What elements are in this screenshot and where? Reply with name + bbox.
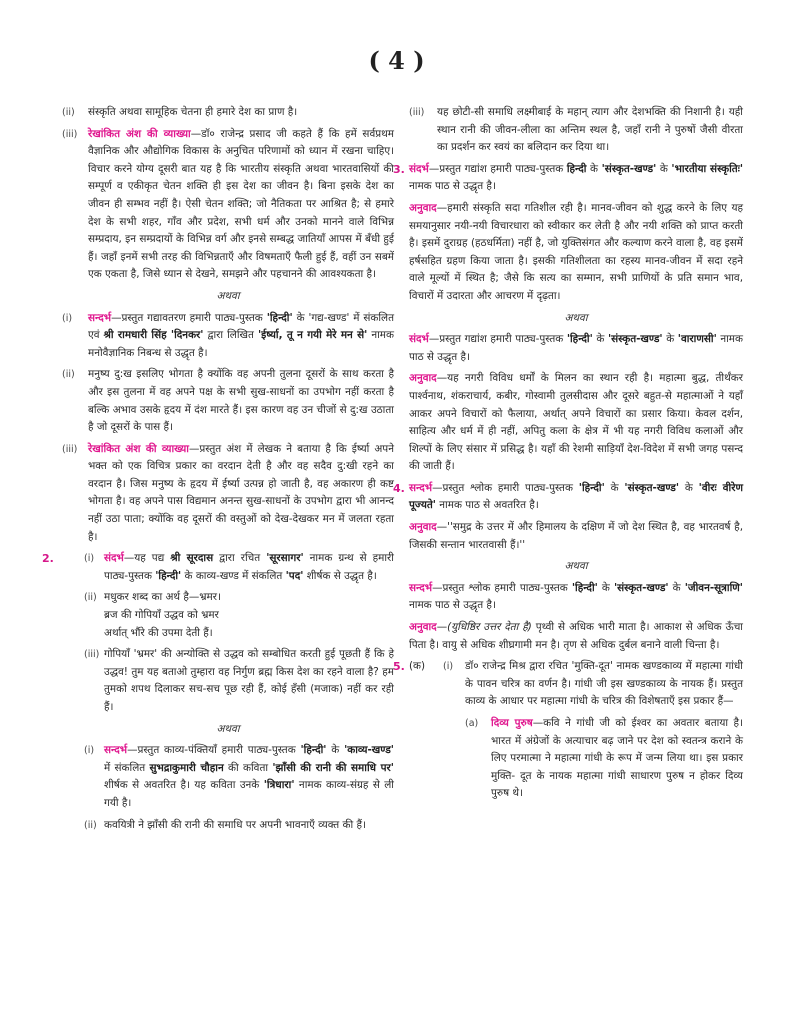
text-run: नामक काव्य-संग्रह से ली गयी है। <box>104 779 395 809</box>
text-run: —प्रस्तुत गद्यांश हमारी पाठ्य-पुस्तक <box>428 162 567 175</box>
highlight-heading: सन्दर्भ <box>409 481 433 494</box>
verse-line: ब्रज की गोपियाँ उद्धव को भ्रमर <box>104 609 219 622</box>
question-2-ii <box>62 589 394 642</box>
bold-text: 'संस्कृत-खण्ड' <box>624 481 680 494</box>
question-number: 3. <box>393 162 405 176</box>
verse-line: अर्थात् भौंरे की उपमा देती हैं। <box>104 626 213 639</box>
question-5 <box>393 658 743 711</box>
bold-text: 'हिन्दी' <box>266 311 293 324</box>
item-label: (iii) <box>84 649 100 661</box>
text-run: के काव्य-खण्ड में संकलित <box>181 569 286 582</box>
text-run: नामक पाठ से अवतरित है। <box>435 499 539 512</box>
highlight-heading: सन्दर्भ <box>88 311 112 324</box>
bold-text: 'हिन्दी' <box>566 333 593 346</box>
question-number: 5. <box>393 660 405 674</box>
bold-text: 'हिन्दी' <box>155 569 182 582</box>
anuvad-4 <box>409 519 743 554</box>
item-label: (i) <box>84 745 95 757</box>
left-column <box>42 104 395 838</box>
bold-text: श्री रामधारी सिंह 'दिनकर' <box>103 329 204 342</box>
sandarbh-3-alt <box>409 331 743 366</box>
text-run: की कविता <box>223 761 273 774</box>
paragraph-text: डॉ० राजेन्द्र मिश्र द्वारा रचित 'मुक्ति-दूत' नामक खण्डकाव्य में महात्मा गांधी के पावन चरित्र का वर्णन है। गांधी जी इस खण्डकाव्य के नायक हैं। प्रस्तुत काव्य के आधार पर महात्मा गांधी के चरित्र की विशेषताएँ इस प्रकार हैं— <box>465 660 743 708</box>
item-label: (iii) <box>62 128 78 140</box>
athava-divider: अथवा <box>216 722 240 735</box>
item-label: (a) <box>465 718 479 729</box>
highlight-heading: संदर्भ <box>409 162 429 175</box>
question-2 <box>42 550 394 585</box>
text-run: के <box>668 581 685 594</box>
left-answer-iii-b <box>62 441 394 547</box>
text-run: —प्रस्तुत श्लोक हमारी पाठ्य-पुस्तक <box>432 481 579 494</box>
bold-text: सुभद्राकुमारी चौहान <box>149 761 224 774</box>
paragraph-text: —''समुद्र के उत्तर में और हिमालय के दक्षिण में जो देश स्थित है, वह भारतवर्ष है, जिसकी सन्तान भारतवासी हैं।'' <box>409 521 743 551</box>
text-run: के <box>656 162 672 175</box>
bold-text: श्री सूरदास <box>170 552 214 565</box>
text-run: नामक पाठ से उद्धृत है। <box>409 333 743 363</box>
bold-text: 'पद' <box>285 569 304 582</box>
right-column <box>393 104 744 803</box>
text-run: द्वारा लिखित <box>203 329 258 342</box>
highlight-heading: संदर्भ <box>409 333 429 346</box>
highlight-heading: अनुवाद <box>409 521 437 534</box>
question-3 <box>393 161 743 196</box>
bold-text: 'त्रिधारा' <box>263 779 295 792</box>
text-run: नामक पाठ से उद्धृत है। <box>409 180 496 193</box>
bold-text: 'संस्कृत-खण्ड' <box>607 333 663 346</box>
athava-divider: अथवा <box>216 289 240 302</box>
italic-text: (युधिष्ठिर उत्तर देता है) <box>447 621 532 634</box>
bold-text: हिन्दी <box>566 162 587 175</box>
item-label: (ii) <box>62 369 75 381</box>
paragraph-text: गोपियाँ 'भ्रमर' की अन्योक्ति से उद्धव को सम्बोधित करती हुई पूछती हैं कि हे उद्धव! तुम यह बताओ तुम्हारा वह निर्गुण ब्रह्म किस देश का रहने वाला है? हम तुमको शपथ दिलाकर सच-सच पूछ रही हैं, कोई हँसी (मजाक) नहीं कर रही हैं। <box>104 648 394 713</box>
highlight-heading: अनुवाद <box>409 621 437 634</box>
paragraph-text: मनुष्य दु:ख इसलिए भोगता है क्योंकि वह अपनी तुलना दूसरों के साथ करता है और इस तुलना में वह अपने पक्ष के सभी सुख-साधनों का उपभोग नहीं करता है बल्कि अभाव उसके हृदय में दंश मारते हैं। इस कारण वह उन चीजों से दु:ख उठाता है जो दूसरों के पास हैं। <box>88 368 394 434</box>
text-run: के <box>679 481 699 494</box>
item-label: (i) <box>84 553 95 565</box>
item-label: (ii) <box>84 592 97 604</box>
left-sandarbh-i <box>62 310 394 363</box>
text-run: शीर्षक से उद्धृत है। <box>303 569 377 582</box>
anuvad-3-alt <box>409 370 743 476</box>
text-run: के <box>586 162 602 175</box>
paragraph-text: —प्रस्तुत अंश में लेखक ने बताया है कि ईर्ष्या अपने भक्त को एक विचित्र प्रकार का वरदान देती है और वह सदैव दु:खी रहने का वरदान है। जिस मनुष्य के हृदय में ईर्ष्या उत्पन्न हो जाती है, वह अकारण ही कष्ट भोगता है। वह अपने पास विद्यमान अनन्त सुख-साधनों के उपभोग द्वारा भी आनन्द नहीं उठा पाता; क्योंकि वह दूसरों की वस्तुओं को देख-देखकर मन में जलता रहता है। <box>88 442 394 543</box>
text-run: — <box>436 621 448 634</box>
bold-text: 'संस्कृत-खण्ड' <box>601 162 657 175</box>
text-run: नामक ग्रन्थ से हमारी पाठ्य-पुस्तक <box>104 552 394 582</box>
paragraph-text: संस्कृति अथवा सामूहिक चेतना ही हमारे देश का प्राण है। <box>88 106 298 118</box>
question-2-alt-i <box>62 742 394 812</box>
item-label: (i) <box>62 312 73 324</box>
item-label: (iii) <box>62 443 78 455</box>
bold-text: 'हिन्दी' <box>571 581 598 594</box>
bold-text: 'हिन्दी' <box>300 744 327 757</box>
bold-text: 'काव्य-खण्ड' <box>344 744 394 757</box>
text-run: —प्रस्तुत गद्यांश हमारी पाठ्य-पुस्तक <box>428 333 567 346</box>
left-answer-ii-b <box>62 366 394 436</box>
question-2-alt-ii <box>62 817 394 835</box>
anuvad-3 <box>409 200 743 306</box>
text-run: के <box>662 333 678 346</box>
highlight-heading: अनुवाद <box>409 372 437 385</box>
highlight-heading: दिव्य पुरुष <box>491 717 533 729</box>
question-number: 4. <box>393 481 405 495</box>
paragraph-text: पृथ्वी से अधिक भारी माता है। आकाश से अधिक ऊँचा पिता है। वायु से अधिक शीघ्रगामी मन है। तृण से अधिक दुर्बल बनाने वाली चिन्ता है। <box>409 621 743 651</box>
item-label: (i) <box>443 661 454 673</box>
bold-text: 'हिन्दी' <box>578 481 605 494</box>
highlight-heading: सन्दर्भ <box>409 581 433 594</box>
paragraph-text: कवयित्री ने झाँसी की रानी की समाधि पर अपनी भावनाएँ व्यक्त की हैं। <box>104 818 366 831</box>
verse-line: मधुकर शब्द का अर्थ है—भ्रमर। <box>104 591 221 604</box>
highlight-heading: सन्दर्भ <box>104 744 128 757</box>
left-answer-iii <box>62 126 394 284</box>
text-run: के <box>326 744 345 757</box>
item-label: (ii) <box>62 107 75 118</box>
text-run: —यह पद्य <box>123 552 171 565</box>
question-number: 2. <box>42 552 54 566</box>
bold-text: 'संस्कृत-खण्ड' <box>613 581 669 594</box>
sandarbh-4-alt <box>409 580 743 615</box>
bold-text: 'ईर्ष्या, तू न गयी मेरे मन से' <box>257 329 368 342</box>
bold-text: 'वीरः वीरेण पूज्यते' <box>409 481 743 512</box>
question-2-iii <box>62 646 394 716</box>
bold-text: 'सूरसागर' <box>266 552 304 565</box>
text-run: शीर्षक से अवतरित है। यह कविता उनके <box>104 779 264 792</box>
text-run: —प्रस्तुत काव्य-पंक्तियाँ हमारी पाठ्य-पुस्तक <box>127 744 301 757</box>
bold-text: 'भारतीया संस्कृतिः' <box>671 162 743 175</box>
text-run: —प्रस्तुत श्लोक हमारी पाठ्य-पुस्तक <box>432 581 572 594</box>
athava-divider: अथवा <box>564 560 588 573</box>
text-run: में संकलित <box>104 761 150 774</box>
paragraph-text: —हमारी संस्कृति सदा गतिशील रही है। मानव-जीवन को शुद्ध करने के लिए यह समयानुसार नयी-नयी विचारधारा को स्वीकार कर लेती है और नयी शक्ति को प्राप्त करती है। इसमें दुराग्रह (हठधर्मिता) नहीं है, जो युक्तिसंगत और कल्याण करने वाला है, वह इसमें हर्षसहित ग्रहण किया जाता है। इसकी गतिशीलता का रहस्य मानव-जीवन में सदा रहने वाले मूल्यों में स्थित है; जैसे कि सत्य का सम्मान, सभी प्राणियों के प्रति समान भाव, विचारों में उदारता और आचरण में दृढ़ता। <box>409 201 743 302</box>
text-run: के 'गद्य-खण्ड' में संकलित एवं <box>88 311 394 342</box>
highlight-heading: संदर्भ <box>104 552 124 565</box>
text-run: द्वारा रचित <box>213 552 267 565</box>
text-run: के <box>604 481 625 494</box>
question-4 <box>393 480 743 515</box>
bold-text: 'जीवन-सूत्राणि' <box>684 581 743 594</box>
text-run: नामक मनोवैज्ञानिक निबन्ध से उद्धृत है। <box>88 329 394 359</box>
text-run: के <box>597 581 614 594</box>
paragraph-text: —कवि ने गांधी जी को ईश्वर का अवतार बताया है। भारत में अंग्रेजों के अत्याचार बढ़ जाने पर देश को स्वतन्त्र कराने के लिए परमात्मा ने महात्मा गांधी के रूप में जन्म लिया था। इस प्रकार मुक्ति- दूत के नायक महात्मा गांधी साधारण पुरुष न होकर दिव्य पुरुष थे। <box>491 717 744 800</box>
athava-divider: अथवा <box>564 311 588 324</box>
right-answer-iii <box>409 104 743 157</box>
left-answer-ii <box>62 104 394 122</box>
paragraph-text: यह छोटी-सी समाधि लक्ष्मीबाई के महान् त्याग और देशभक्ति की निशानी है। यही स्थान रानी की जीवन-लीला का अन्तिम स्थल है, जहाँ रानी ने पुरुषों जैसी वीरता का प्रदर्शन कर स्वयं का बलिदान कर दिया था। <box>437 106 743 154</box>
item-label: (iii) <box>409 107 425 118</box>
anuvad-4-alt <box>409 619 743 654</box>
paragraph-text: —यह नगरी विविध धर्मों के मिलन का स्थान रही है। महात्मा बुद्ध, तीर्थंकर पार्श्वनाथ, शंकराचार्य, कबीर, गोस्वामी तुलसीदास और दूसरे बहुत-से महात्माओं ने यहाँ आकर अपने विचारों को फैलाया, अर्थात् अपने विचारों का प्रसार किया। केवल दर्शन, साहित्य और धर्म में ही नहीं, अपितु कला के क्षेत्र में भी यह नगरी विविध कलाओं और शिल्पों के लिए संसार में प्रसिद्ध है। यहाँ की रेशमी साड़ियाँ देश-विदेश में सभी जगह पसन्द की जाती हैं। <box>409 372 743 473</box>
item-label: (ii) <box>84 819 97 831</box>
highlight-heading: रेखांकित अंश की व्याख्या <box>88 442 189 455</box>
question-5-a <box>409 715 743 803</box>
sub-label: (क) <box>409 660 426 673</box>
text-run: —प्रस्तुत गद्यावतरण हमारी पाठ्य-पुस्तक <box>111 311 267 324</box>
bold-text: 'झाँसी की रानी की समाधि पर' <box>272 761 394 774</box>
page-number: ( 4 ) <box>368 46 425 75</box>
bold-text: 'वाराणसी' <box>677 333 717 346</box>
highlight-heading: रेखांकित अंश की व्याख्या <box>88 127 191 140</box>
highlight-heading: अनुवाद <box>409 201 437 214</box>
text-run: के <box>592 333 608 346</box>
text-run: नामक पाठ से उद्धृत है। <box>409 599 496 612</box>
paragraph-text: —डॉ० राजेन्द्र प्रसाद जी कहते हैं कि हमें सर्वप्रथम वैज्ञानिक और औद्योगिक विकास के अनुचित परिणामों को ध्यान में रखना चाहिए। विचार करने योग्य दूसरी बात यह है कि भारतीय संस्कृति अथवा भारतवासियों की सम्पूर्ण व एकीकृत चेतन शक्ति ही इस देश का जीवन है। बिना इसके देश का जीवन ही सम्भव नहीं है। ऐसी चेतन शक्ति; जो नैतिकता पर आश्रित है; से हमारे देश के सभी शहर, गाँव और प्रदेश, सभी धर्म और उनको मानने वाले विभिन्न सम्प्रदाय, इन सम्प्रदायों के विभिन्न वर्ग और इनसे सम्बद्ध जातियाँ आपस में बँधी हुई हैं। जहाँ इनमें सभी तरह की विभिन्नताएँ और विषमताएँ फैली हुई हैं, वहीं उन सबमें एक एकता है, जिसे ध्यान से देखने, समझने और पहचानने की आवश्यकता है। <box>88 127 395 281</box>
